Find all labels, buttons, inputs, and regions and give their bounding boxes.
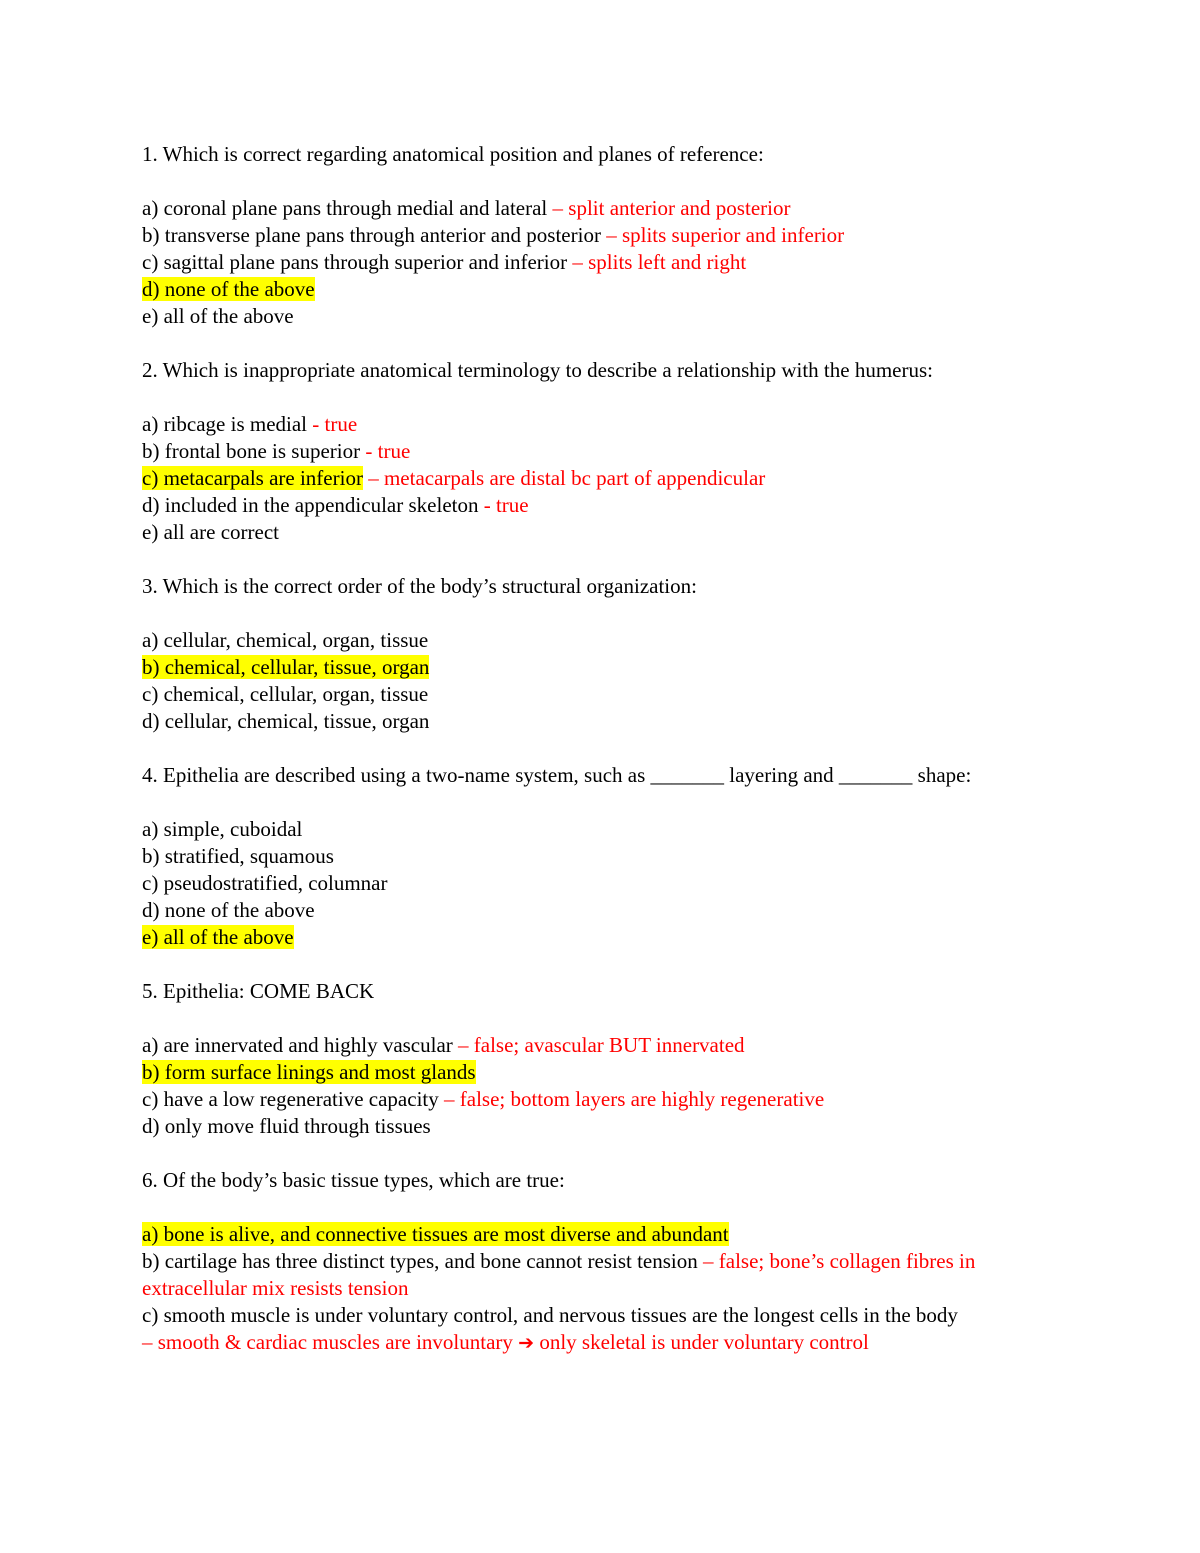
q2-option-c-text-highlighted: c) metacarpals are inferior (142, 466, 363, 490)
question-4-stem: 4. Epithelia are described using a two-name system, such as _______ layering and _______ shape: (142, 763, 972, 787)
q3-option-b-text-highlighted: b) chemical, cellular, tissue, organ (142, 655, 430, 679)
question-5-stem: 5. Epithelia: COME BACK (142, 979, 375, 1003)
q3-option-d (142, 708, 1082, 735)
spacer (142, 546, 1082, 573)
q2-option-b-note: - true (365, 439, 411, 463)
q1-option-b-note: – splits superior and inferior (606, 223, 845, 247)
q4-option-d (142, 897, 1082, 924)
q1-option-a (142, 195, 1082, 222)
spacer (142, 600, 1082, 627)
q1-option-e-text: e) all of the above (142, 304, 294, 328)
q5-option-d-text: d) only move fluid through tissues (142, 1114, 431, 1138)
question-3-stem: 3. Which is the correct order of the body’s structural organization: (142, 574, 697, 598)
q4-option-c (142, 870, 1082, 897)
q5-option-a-note: – false; avascular BUT innervated (458, 1033, 745, 1057)
spacer (142, 951, 1082, 978)
spacer (142, 1140, 1082, 1167)
q5-option-a (142, 1032, 1082, 1059)
q3-option-c (142, 681, 1082, 708)
q1-option-c-note: – splits left and right (572, 250, 747, 274)
q3-option-a (142, 627, 1082, 654)
q4-option-a (142, 816, 1082, 843)
q1-option-c-text: c) sagittal plane pans through superior and inferior (142, 250, 573, 274)
spacer (142, 735, 1082, 762)
question-2-stem: 2. Which is inappropriate anatomical terminology to describe a relationship with the humerus: (142, 358, 933, 382)
q1-option-e (142, 303, 1082, 330)
q6-option-b-text: b) cartilage has three distinct types, and bone cannot resist tension (142, 1249, 704, 1273)
q2-option-a (142, 411, 1082, 438)
spacer (142, 1005, 1082, 1032)
q1-option-b-text: b) transverse plane pans through anterior and posterior (142, 223, 607, 247)
q3-option-b (142, 654, 1082, 681)
spacer (142, 330, 1082, 357)
q2-option-d (142, 492, 1082, 519)
q2-option-a-text: a) ribcage is medial (142, 412, 313, 436)
q4-option-e-text-highlighted: e) all of the above (142, 925, 294, 949)
q2-option-c-note: – metacarpals are distal bc part of appendicular (362, 466, 766, 490)
q4-option-e (142, 924, 1082, 951)
q5-option-d (142, 1113, 1082, 1140)
q4-option-c-text: c) pseudostratified, columnar (142, 871, 388, 895)
q2-option-b (142, 438, 1082, 465)
q1-option-c (142, 249, 1082, 276)
q3-option-c-text: c) chemical, cellular, organ, tissue (142, 682, 429, 706)
q2-option-c (142, 465, 1082, 492)
right-arrow-icon: ➔ (518, 1332, 535, 1354)
q6-option-b-note: – false; bone’s collagen fibres in extracellular mix resists tension (142, 1249, 976, 1300)
q1-option-d (142, 276, 1082, 303)
q5-option-b (142, 1059, 1082, 1086)
spacer (142, 1194, 1082, 1221)
q2-option-a-note: - true (312, 412, 358, 436)
q4-option-d-text: d) none of the above (142, 898, 315, 922)
q5-option-c (142, 1086, 1082, 1113)
q6-option-c (142, 1302, 1082, 1357)
spacer (142, 384, 1082, 411)
spacer (142, 789, 1082, 816)
spacer (142, 168, 1082, 195)
q6-option-b (142, 1248, 1082, 1302)
q6-option-c-note-part1: – smooth & cardiac muscles are involuntary (142, 1330, 519, 1354)
document-body (142, 141, 1082, 1357)
q1-option-a-note: – split anterior and posterior (552, 196, 791, 220)
q2-option-b-text: b) frontal bone is superior (142, 439, 366, 463)
q6-option-c-text: c) smooth muscle is under voluntary control, and nervous tissues are the longest cells in the body (142, 1303, 958, 1327)
q1-option-d-text-highlighted: d) none of the above (142, 277, 315, 301)
q5-option-a-text: a) are innervated and highly vascular (142, 1033, 459, 1057)
q6-option-c-note-part2: only skeletal is under voluntary control (534, 1330, 869, 1354)
q3-option-d-text: d) cellular, chemical, tissue, organ (142, 709, 430, 733)
q2-option-e (142, 519, 1082, 546)
q2-option-d-text: d) included in the appendicular skeleton (142, 493, 484, 517)
q1-option-b (142, 222, 1082, 249)
question-1-stem: 1. Which is correct regarding anatomical position and planes of reference: (142, 142, 764, 166)
q5-option-c-text: c) have a low regenerative capacity (142, 1087, 444, 1111)
q3-option-a-text: a) cellular, chemical, organ, tissue (142, 628, 429, 652)
question-6-stem: 6. Of the body’s basic tissue types, which are true: (142, 1168, 565, 1192)
q1-option-a-text: a) coronal plane pans through medial and lateral (142, 196, 553, 220)
q2-option-d-note: - true (483, 493, 529, 517)
q5-option-b-text-highlighted: b) form surface linings and most glands (142, 1060, 476, 1084)
q4-option-b (142, 843, 1082, 870)
q2-option-e-text: e) all are correct (142, 520, 279, 544)
q5-option-c-note: – false; bottom layers are highly regenerative (444, 1087, 825, 1111)
q4-option-a-text: a) simple, cuboidal (142, 817, 303, 841)
q6-option-a-text-highlighted: a) bone is alive, and connective tissues are most diverse and abundant (142, 1222, 729, 1246)
q6-option-a (142, 1221, 1082, 1248)
q4-option-b-text: b) stratified, squamous (142, 844, 334, 868)
